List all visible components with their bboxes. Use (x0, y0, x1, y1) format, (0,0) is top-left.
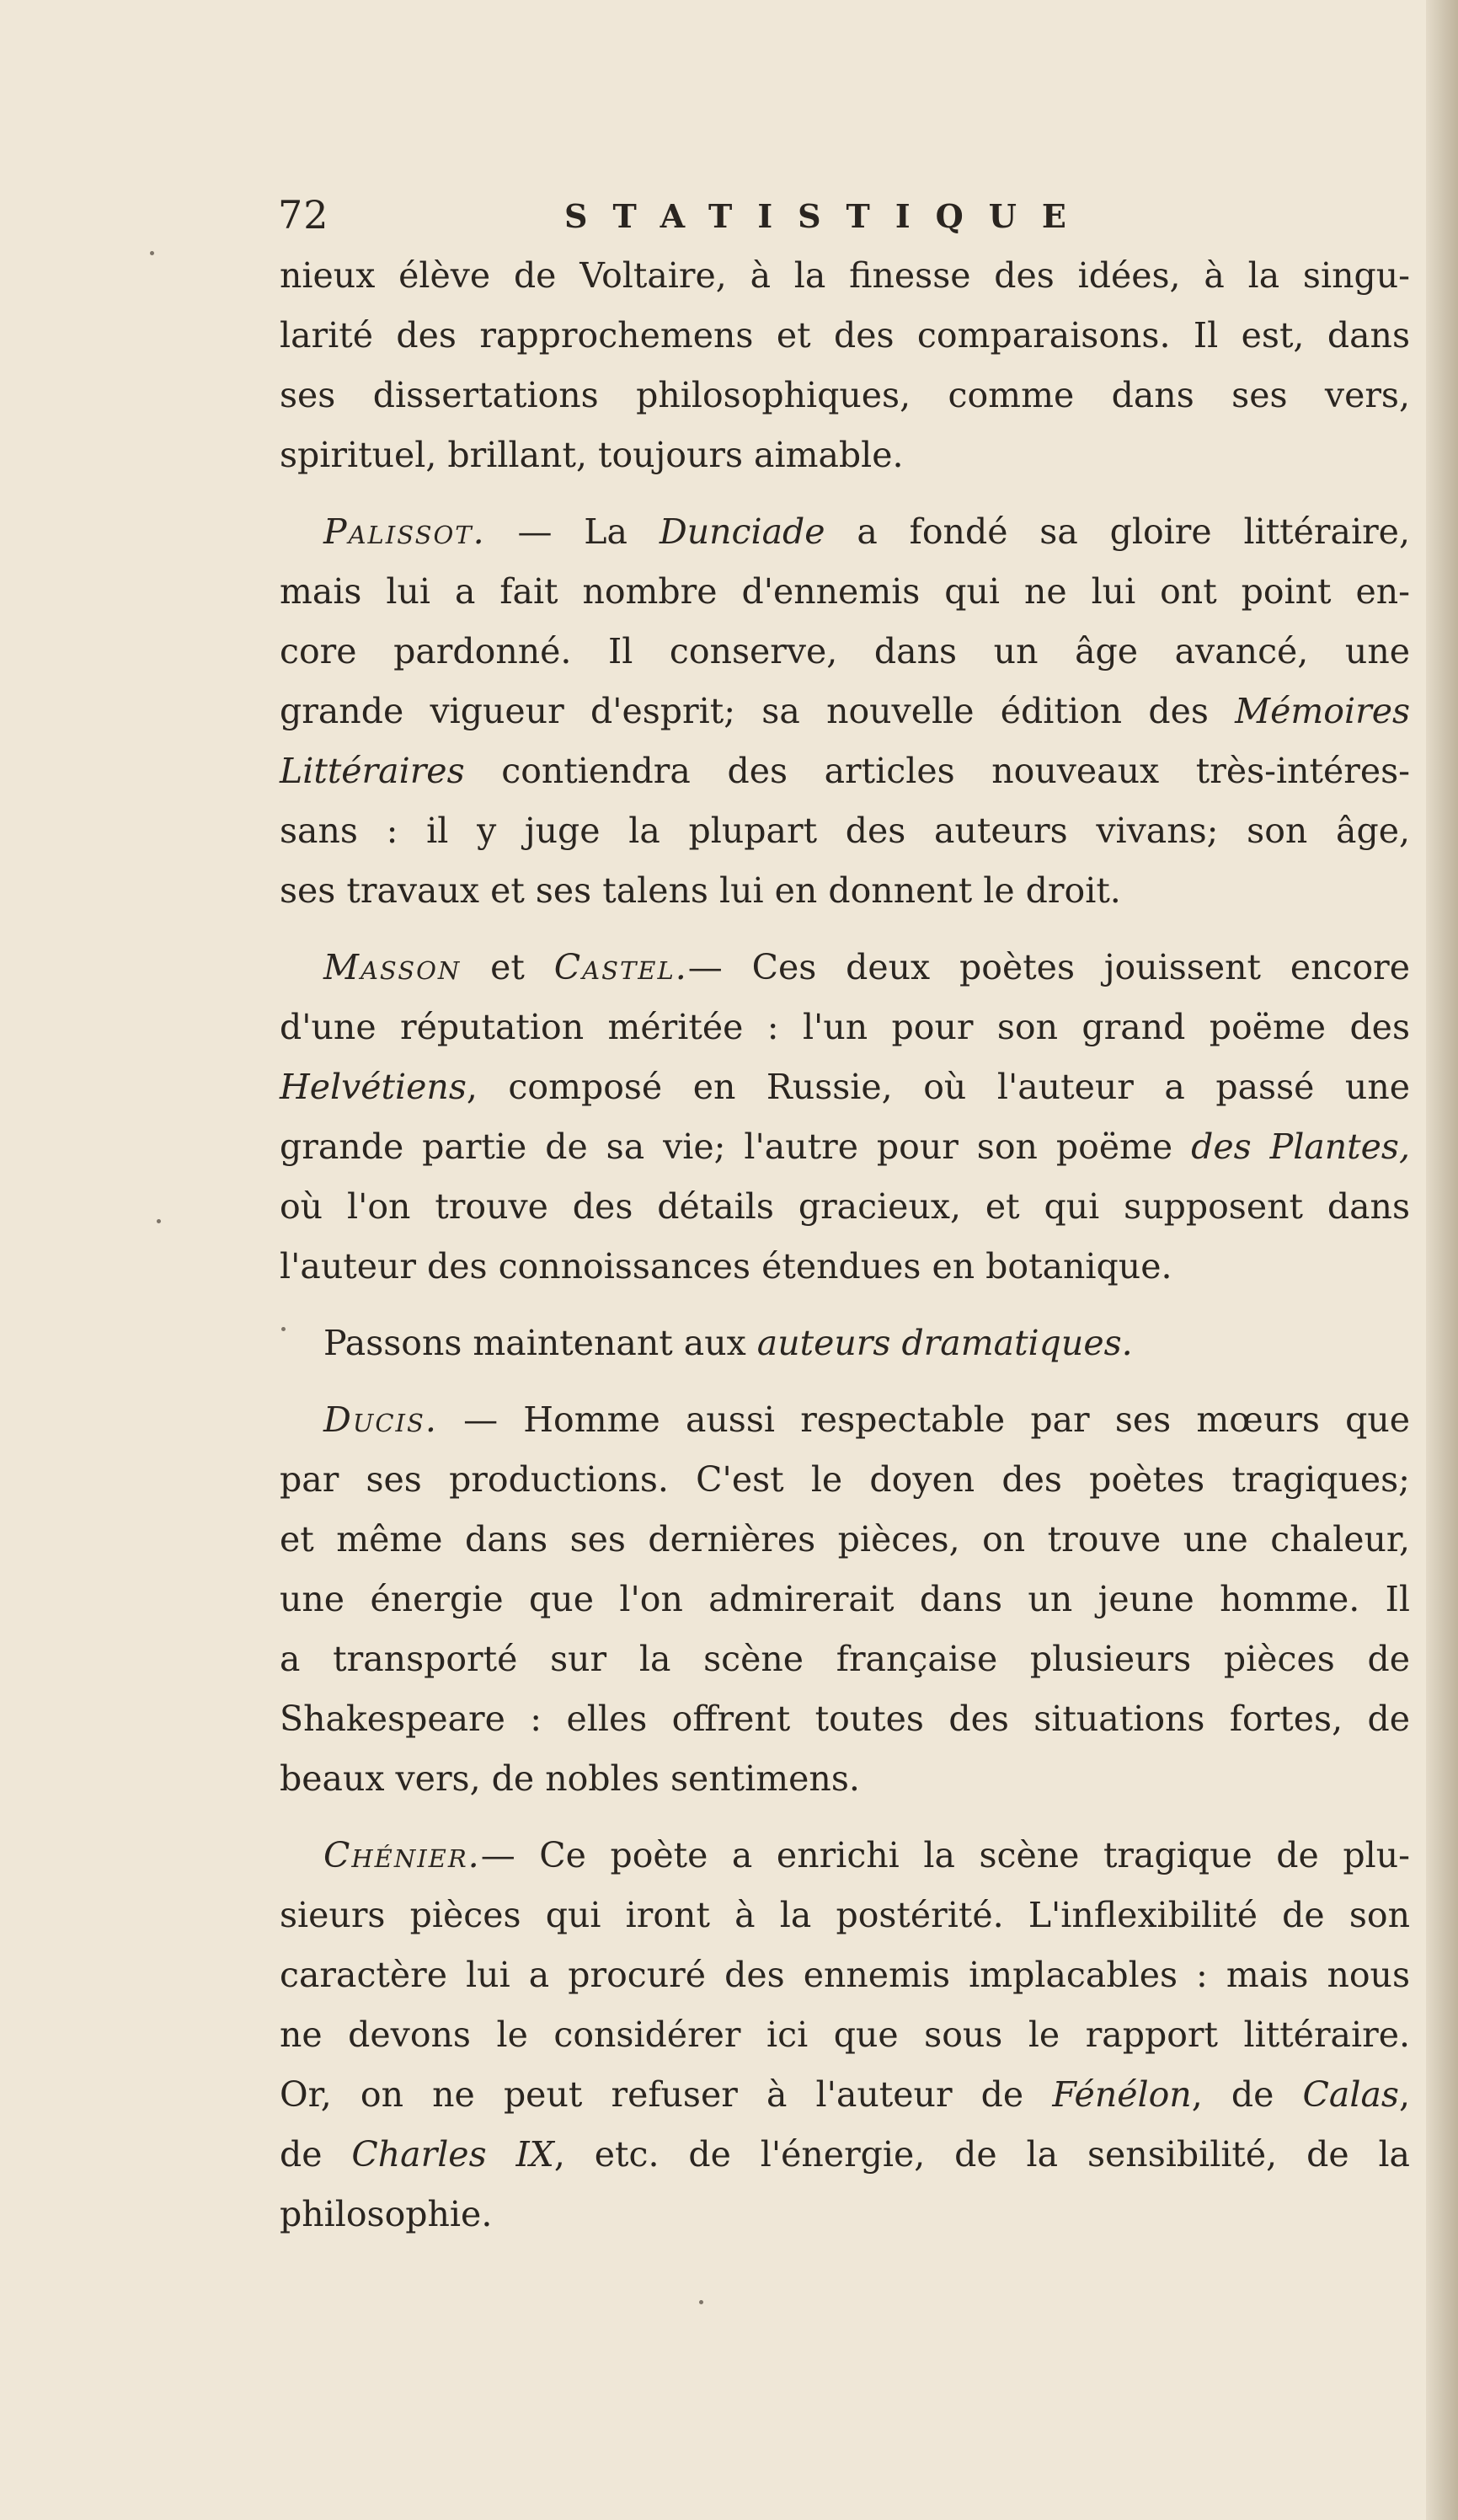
text-line: Passons maintenant aux auteurs dramatiques. (323, 1323, 1133, 1363)
text-line: sans : il y juge la plupart des auteurs vivans; son âge, (280, 811, 1410, 851)
text-line: larité des rapprochemens et des comparaisons. Il est, dans (280, 315, 1410, 356)
text-line: où l'on trouve des détails gracieux, et qui supposent dans (280, 1186, 1410, 1227)
section-heading: auteurs dramatiques. (756, 1323, 1133, 1363)
paper-speck (150, 251, 154, 255)
text-line: beaux vers, de nobles sentimens. (280, 1758, 860, 1799)
paper-speck (157, 1219, 161, 1223)
text-line: caractère lui a procuré des ennemis implacables : mais nous (280, 1955, 1410, 1995)
author-name: Castel. (553, 947, 688, 987)
paper-speck (699, 2300, 703, 2304)
text-line: Shakespeare : elles offrent toutes des situations fortes, de (280, 1699, 1410, 1739)
text-line: d'une réputation méritée : l'un pour son grand poëme des (280, 1007, 1410, 1047)
author-name: Chénier. (323, 1835, 481, 1875)
body-text (280, 246, 1410, 2244)
text-line: Chénier.— Ce poète a enrichi la scène tragique de plu- (323, 1835, 1410, 1875)
work-title: Calas (1302, 2074, 1399, 2115)
text-line: sieurs pièces qui iront à la postérité. L'inflexibilité de son (280, 1895, 1410, 1935)
text-line: par ses productions. C'est le doyen des poètes tragiques; (280, 1459, 1410, 1500)
text-line: Masson et Castel.— Ces deux poètes jouissent encore (323, 947, 1411, 987)
text-line: spirituel, brillant, toujours aimable. (280, 435, 904, 475)
running-header (278, 192, 1137, 243)
text-line: nieux élève de Voltaire, à la finesse des idées, à la singu- (280, 255, 1410, 296)
work-title: Fénélon (1052, 2074, 1192, 2115)
page-gutter-edge (1426, 0, 1458, 2520)
text-line: grande partie de sa vie; l'autre pour son poëme des Plantes, (280, 1126, 1410, 1167)
author-name: Masson (323, 947, 462, 987)
work-title: Mémoires (1235, 691, 1410, 731)
text-line: ses travaux et ses talens lui en donnent le droit. (280, 870, 1121, 911)
page-number: 72 (278, 192, 329, 238)
work-title: des Plantes, (1191, 1126, 1410, 1167)
text-line: a transporté sur la scène française plusieurs pièces de (280, 1639, 1410, 1679)
work-title: Dunciade (659, 511, 825, 552)
running-title: STATISTIQUE (564, 197, 1092, 235)
author-name: Palissot. (323, 511, 486, 552)
text-line: Or, on ne peut refuser à l'auteur de Fénélon, de Calas, (280, 2074, 1410, 2115)
text-line: ses dissertations philosophiques, comme dans ses vers, (280, 375, 1410, 415)
author-name: Ducis. (323, 1399, 438, 1440)
text-line: Littéraires contiendra des articles nouveaux très-intéres- (280, 751, 1410, 791)
work-title: Littéraires (280, 751, 465, 791)
text-line: ne devons le considérer ici que sous le rapport littéraire. (280, 2014, 1410, 2055)
text-line: Palissot. — La Dunciade a fondé sa gloire littéraire, (323, 511, 1410, 552)
text-line: l'auteur des connoissances étendues en botanique. (280, 1246, 1172, 1287)
paper-speck (281, 1327, 286, 1331)
text-line: de Charles IX, etc. de l'énergie, de la sensibilité, de la (280, 2134, 1410, 2175)
work-title: Helvétiens (280, 1067, 467, 1107)
text-line: et même dans ses dernières pièces, on trouve une chaleur, (280, 1519, 1410, 1560)
text-line: Ducis. — Homme aussi respectable par ses mœurs que (323, 1399, 1410, 1440)
text-line: Helvétiens, composé en Russie, où l'auteur a passé une (280, 1067, 1410, 1107)
text-line: philosophie. (280, 2194, 493, 2234)
text-line: core pardonné. Il conserve, dans un âge avancé, une (280, 631, 1410, 671)
text-line: mais lui a fait nombre d'ennemis qui ne lui ont point en- (280, 571, 1410, 612)
work-title: Charles IX (351, 2134, 554, 2175)
text-line: grande vigueur d'esprit; sa nouvelle édition des Mémoires (280, 691, 1410, 731)
text-line: une énergie que l'on admirerait dans un jeune homme. Il (280, 1579, 1410, 1619)
